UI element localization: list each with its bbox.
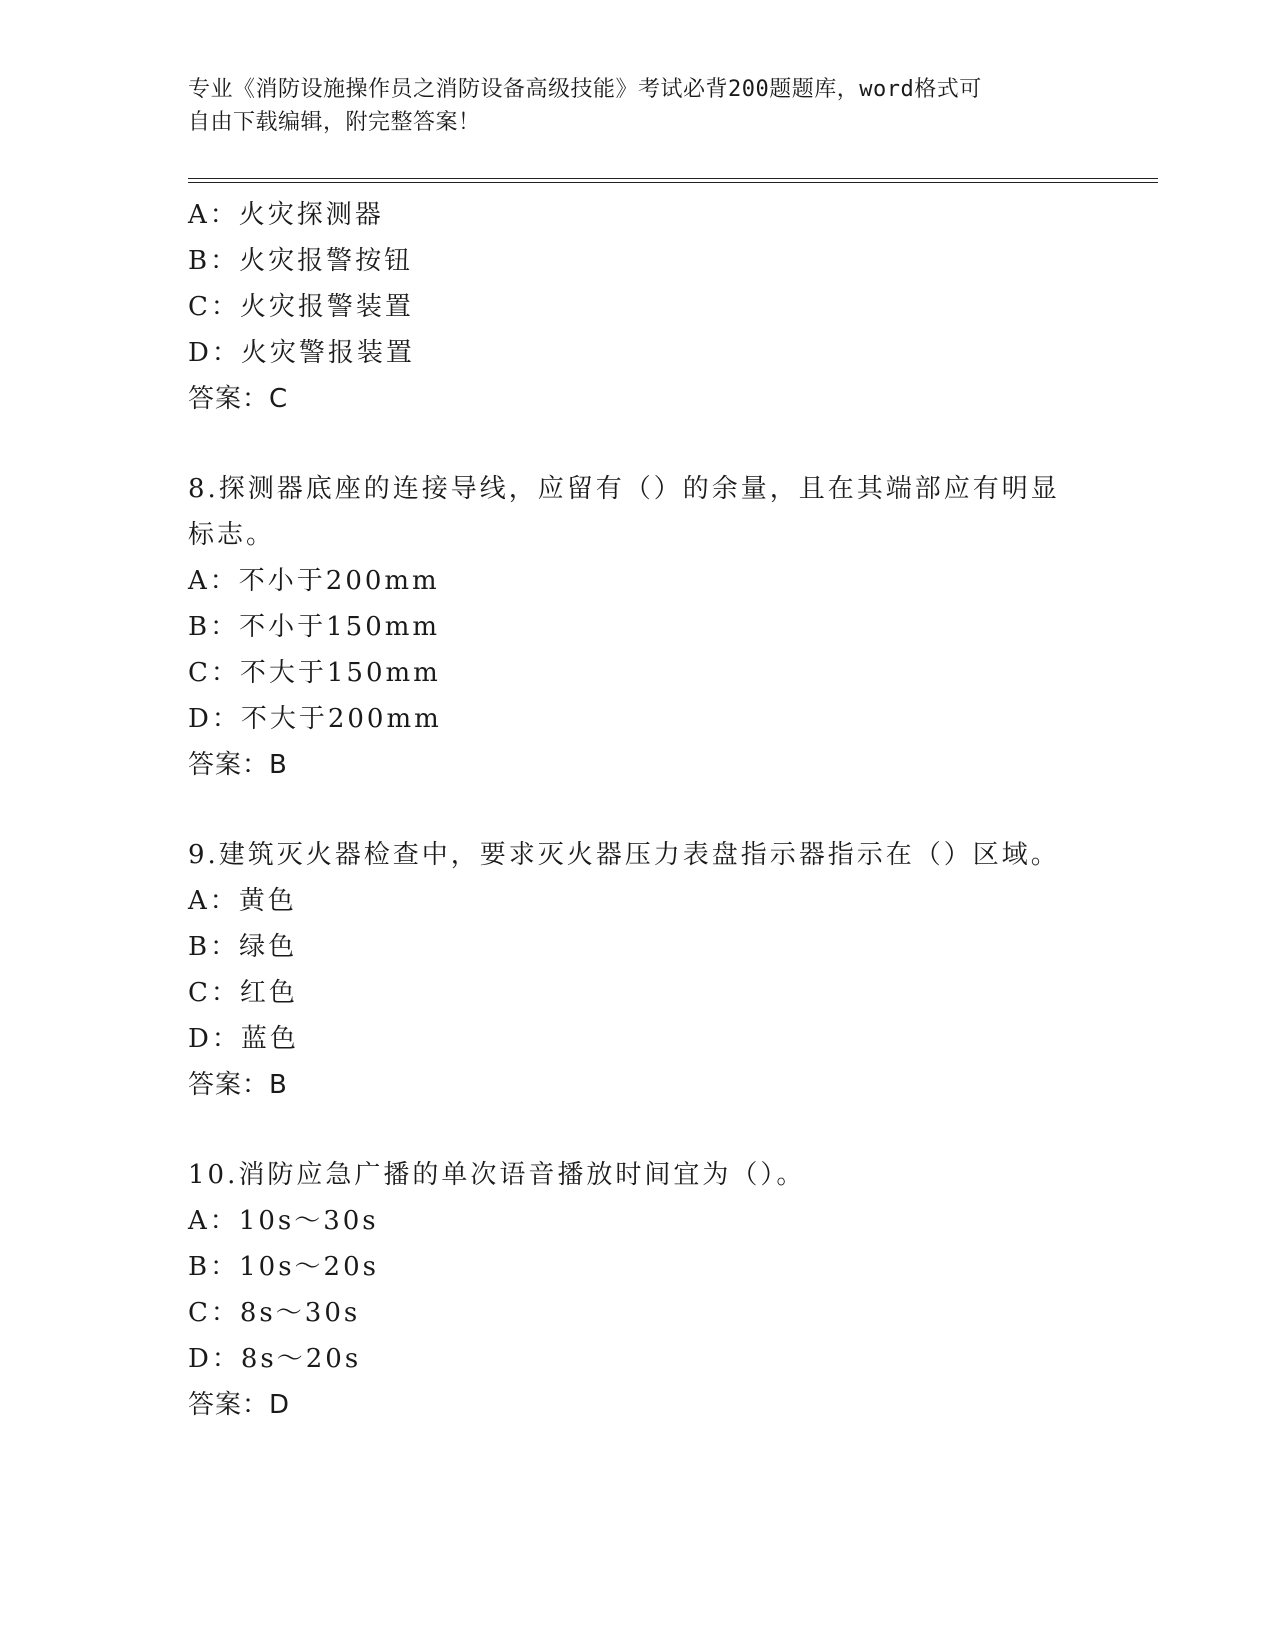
- option-d: D：8s～20s: [188, 1344, 362, 1374]
- option-b: B：10s～20s: [188, 1252, 379, 1282]
- option-a: A：火灾探测器: [188, 200, 384, 230]
- question-text-line-1: 9.建筑灭火器检查中，要求灭火器压力表盘指示器指示在（）区域。: [188, 840, 1060, 870]
- option-c: C：红色: [188, 978, 298, 1008]
- option-a: A：10s～30s: [188, 1206, 379, 1236]
- option-c: C：火灾报警装置: [188, 292, 414, 322]
- question-8: [188, 466, 1088, 788]
- answer: 答案：B: [188, 750, 288, 780]
- header-line-1: 专业《消防设施操作员之消防设备高级技能》考试必背200题题库，word格式可: [188, 77, 982, 102]
- question-text-line-1: 10.消防应急广播的单次语音播放时间宜为（）。: [188, 1160, 806, 1190]
- option-a: A：黄色: [188, 886, 297, 916]
- document-header: [188, 73, 1088, 139]
- question-list: [188, 192, 1088, 1428]
- option-d: D：火灾警报装置: [188, 338, 415, 368]
- option-b: B：火灾报警按钮: [188, 246, 414, 276]
- answer: 答案：D: [188, 1390, 291, 1420]
- header-divider: [188, 178, 1158, 183]
- option-c: C：不大于150mm: [188, 658, 441, 688]
- question-7-continued: [188, 192, 1088, 422]
- header-line-2: 自由下载编辑，附完整答案！: [188, 110, 481, 135]
- question-text-line-2: 标志。: [188, 520, 276, 550]
- option-b: B：绿色: [188, 932, 298, 962]
- option-a: A：不小于200mm: [188, 566, 440, 596]
- option-c: C：8s～30s: [188, 1298, 361, 1328]
- question-text-line-1: 8.探测器底座的连接导线，应留有（）的余量，且在其端部应有明显: [188, 474, 1060, 504]
- question-9: [188, 832, 1088, 1108]
- answer: 答案：C: [188, 384, 289, 414]
- option-d: D：不大于200mm: [188, 704, 442, 734]
- option-b: B：不小于150mm: [188, 612, 441, 642]
- answer: 答案：B: [188, 1070, 288, 1100]
- option-d: D：蓝色: [188, 1024, 299, 1054]
- question-10: [188, 1152, 1088, 1428]
